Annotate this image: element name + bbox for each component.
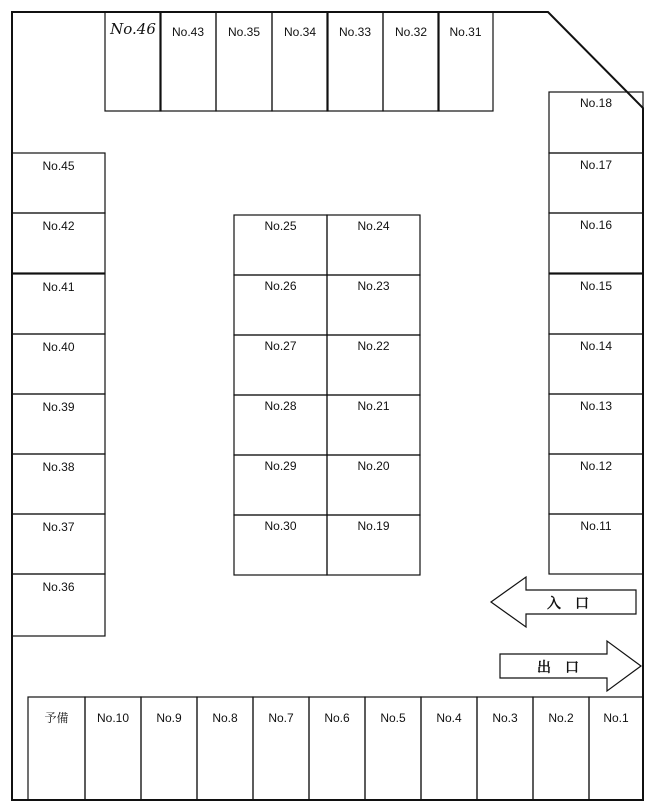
parking-space: [327, 515, 420, 575]
parking-space: [327, 275, 420, 335]
parking-space-label: No.40: [42, 340, 75, 354]
exit-label: 出 口: [537, 660, 579, 676]
parking-space: [549, 92, 643, 153]
entrance-label: 入 口: [547, 596, 589, 612]
entrance-sign: [491, 577, 636, 627]
parking-space-label: No.27: [264, 339, 297, 353]
parking-space-label: No.18: [579, 96, 613, 110]
parking-space-label: No.14: [579, 339, 613, 353]
parking-space: [12, 574, 105, 636]
parking-space: [12, 454, 105, 514]
parking-spaces: [12, 12, 643, 800]
parking-space-label: No.39: [42, 400, 75, 414]
parking-space: [477, 697, 533, 800]
parking-space-label: 予備: [44, 711, 69, 725]
parking-space: [234, 275, 327, 335]
parking-space-label: No.29: [264, 459, 297, 473]
parking-space: [197, 697, 253, 800]
parking-space-label: No.42: [42, 219, 75, 233]
parking-space-label: No.16: [579, 218, 613, 232]
parking-space-label: No.38: [42, 460, 75, 474]
parking-space: [234, 215, 327, 275]
parking-space: [549, 153, 643, 213]
parking-space-label: No.8: [212, 711, 238, 725]
parking-space-label: No.43: [171, 25, 205, 39]
parking-space-label: No.17: [579, 158, 613, 172]
parking-space: [549, 274, 643, 334]
parking-space-label: No.45: [42, 159, 75, 173]
parking-space-label: No.20: [357, 459, 390, 473]
parking-space: [365, 697, 421, 800]
parking-space: [327, 335, 420, 395]
parking-space: [383, 12, 439, 111]
parking-space: [549, 454, 643, 514]
parking-space: [533, 697, 589, 800]
parking-space-label: No.41: [42, 280, 75, 294]
parking-space-label: No.35: [227, 25, 261, 39]
parking-space-label: No.46: [110, 20, 156, 38]
parking-space-label: No.7: [268, 711, 294, 725]
parking-space: [549, 334, 643, 394]
parking-space: [253, 697, 309, 800]
parking-space-label: No.22: [357, 339, 390, 353]
parking-space: [234, 515, 327, 575]
parking-space: [549, 394, 643, 454]
parking-space-label: No.36: [42, 580, 75, 594]
parking-space-label: No.15: [579, 279, 613, 293]
parking-space: [272, 12, 328, 111]
parking-space-label: No.11: [580, 519, 612, 533]
parking-space: [85, 697, 141, 800]
parking-space-label: No.3: [492, 711, 518, 725]
parking-space: [421, 697, 477, 800]
parking-space: [12, 394, 105, 454]
parking-space-label: No.10: [96, 711, 130, 725]
parking-space: [327, 12, 383, 111]
parking-space: [160, 12, 216, 111]
parking-space-label: No.30: [264, 519, 297, 533]
parking-space: [28, 697, 85, 800]
parking-space: [309, 697, 365, 800]
parking-space-label: No.5: [380, 711, 406, 725]
parking-space: [327, 215, 420, 275]
parking-space: [549, 213, 643, 273]
parking-space-label: No.33: [338, 25, 372, 39]
parking-space-label: No.23: [357, 279, 390, 293]
parking-space: [589, 697, 643, 800]
parking-space-label: No.31: [449, 25, 482, 39]
parking-space-label: No.4: [436, 711, 462, 725]
parking-space-label: No.19: [357, 519, 390, 533]
parking-space-label: No.26: [264, 279, 297, 293]
parking-space: [234, 395, 327, 455]
exit-sign: [500, 641, 641, 691]
parking-space: [141, 697, 197, 800]
parking-space: [12, 514, 105, 574]
parking-space: [12, 334, 105, 394]
parking-space-label: No.34: [283, 25, 317, 39]
parking-space-label: No.37: [42, 520, 75, 534]
parking-space-label: No.28: [264, 399, 297, 413]
parking-space: [216, 12, 272, 111]
parking-space: [12, 274, 105, 334]
parking-space: [234, 455, 327, 515]
parking-space-label: No.2: [548, 711, 574, 725]
parking-space: [327, 455, 420, 515]
parking-space: [327, 395, 420, 455]
parking-space: [438, 12, 493, 111]
parking-space: [105, 12, 161, 111]
parking-space-label: No.25: [264, 219, 297, 233]
parking-space-label: No.1: [603, 711, 629, 725]
parking-space: [12, 153, 105, 213]
parking-space: [234, 335, 327, 395]
parking-space-label: No.24: [357, 219, 390, 233]
parking-space-label: No.12: [579, 459, 613, 473]
parking-space-label: No.9: [156, 711, 182, 725]
parking-space: [549, 514, 643, 574]
parking-space-label: No.32: [394, 25, 428, 39]
parking-space: [12, 213, 105, 273]
parking-space-label: No.13: [579, 399, 613, 413]
parking-space-label: No.6: [324, 711, 350, 725]
parking-space-label: No.21: [357, 399, 390, 413]
